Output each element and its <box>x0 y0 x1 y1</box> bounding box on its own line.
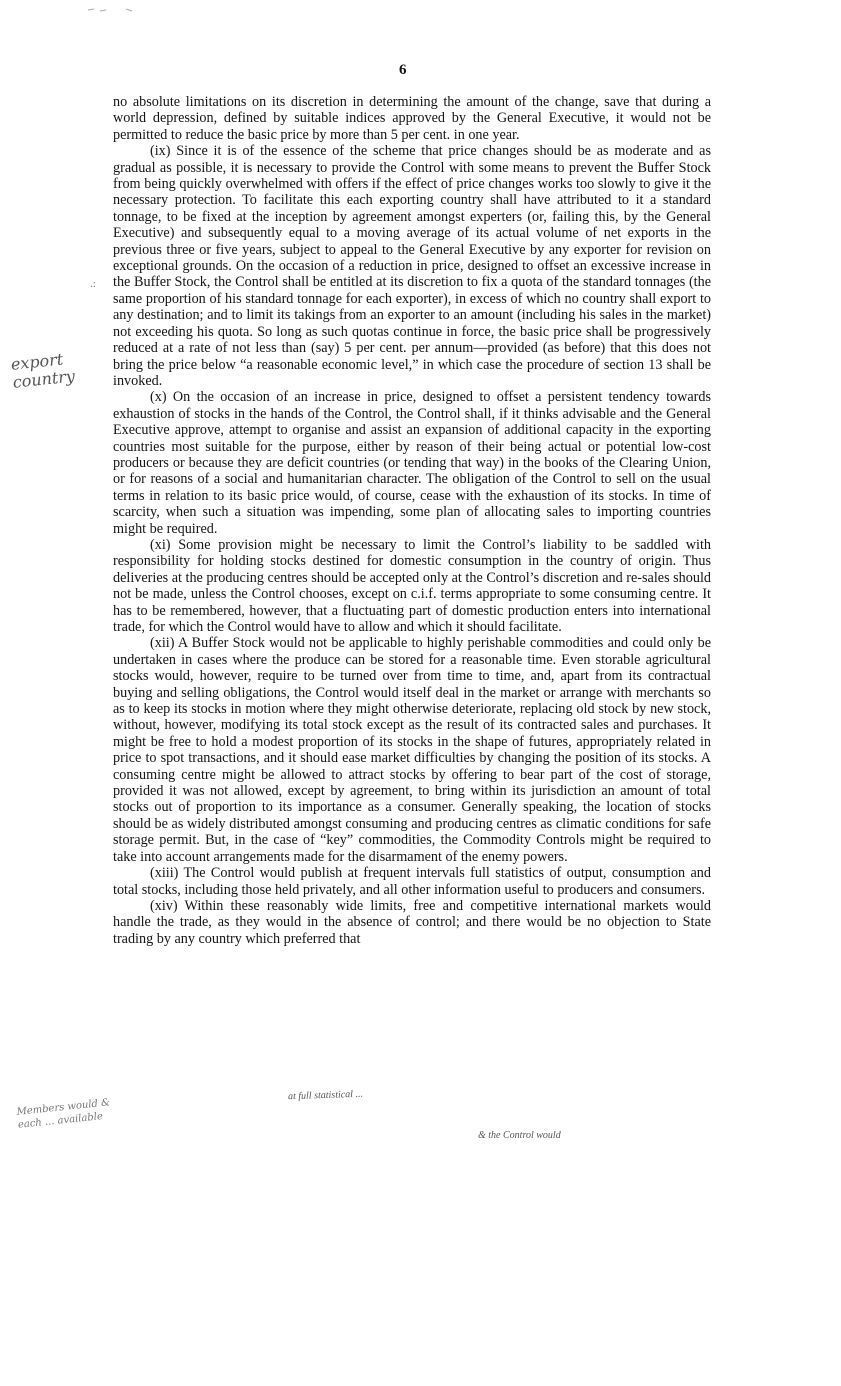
paragraph-xiii: (xiii) The Control would publish at frequent intervals full statistics of output, consumption and total stocks, including those held privately, and all other information useful to producers and consumers. <box>113 865 711 898</box>
scan-smudge <box>86 0 136 6</box>
page-number: 6 <box>399 62 407 78</box>
pencil-mark: .: <box>90 278 96 290</box>
handwritten-margin-note-lower: Members would & each ... available <box>16 1097 111 1131</box>
paragraph-ix: (ix) Since it is of the essence of the scheme that price changes should be as moderate and as gradual as possible, it is necessary to provide the Control with some means to prevent the Buffer Stock from being quickly overwhelmed with offers if the effect of price changes works too slowly to give it the necessary protection. To facilitate this each exporting country shall have attributed to it a standard tonnage, to be fixed at the inception by agreement amongst experters (or, failing this, by the General Executive) and subsequently equal to a moving average of its actual volume of net exports in the previous three or five years, subject to appeal to the General Executive by any exporter for revision on exceptional grounds. On the occasion of a reduction in price, designed to offset an excessive increase in the Buffer Stock, the Control shall be entitled at its discretion to fix a quota of the standard tonnages (the same proportion of his standard tonnage for each exporter), in excess of which no country shall export to any destination; and to limit its takings from an exporter to an amount (including his sales in the market) not exceeding his quota. So long as such quotas continue in force, the basic price shall be progressively reduced at a rate of not less than (say) 5 per cent. per annum—provided (as before) that this does not bring the price below “a reasonable economic level,” in which case the procedure of section 13 shall be invoked. <box>113 143 711 389</box>
paragraph-continuation: no absolute limitations on its discretion in determining the amount of the change, save that during a world depression, defined by suitable indices approved by the General Executive, it would not be permitted to reduce the basic price by more than 5 per cent. in one year. <box>113 94 711 143</box>
handwritten-inline-note: at full statistical ... <box>287 1088 364 1103</box>
paragraph-xi: (xi) Some provision might be necessary to limit the Control’s liability to be saddled with responsibility for holding stocks destined for domestic consumption in the country of origin. Thus deliveries at the producing centres should be accepted only at the Control’s discretion and re-sales should not be made, unless the Control chooses, except on c.i.f. terms appropriate to some consuming centre. It has to be remembered, however, that a fluctuating part of domestic production enters into international trade, for which the Control would have to allow and which it should facilitate. <box>113 536 711 635</box>
handwritten-inline-note-2: & the Control would <box>478 1130 561 1141</box>
paragraph-xiv: (xiv) Within these reasonably wide limits, free and competitive international markets would handle the trade, as they would in the absence of control; and there would be no objection to State trading by any country which preferred that <box>113 897 711 947</box>
handwritten-margin-note: export country <box>9 349 76 392</box>
paragraph-xii: (xii) A Buffer Stock would not be applicable to highly perishable commodities and could only be undertaken in cases where the produce can be stored for a reasonable time. Even storable agricultural stocks would, however, require to be turned over from time to time, and, apart from its contractual buying and selling obligations, the Control would itself deal in the market or arrange with merchants so as to keep its stocks in motion where they might otherwise deteriorate, replacing old stock by new stock, without, however, modifying its total stock except as the result of its contracted sales and purchases. It might be free to hold a modest proportion of its stocks in the shape of futures, appropriately related in price to spot transactions, and it should ease market difficulties by changing the position of its stocks. A consuming centre might be allowed to attract stocks by offering to bear part of the cost of storage, provided it was not allowed, except by agreement, to bring within its jurisdiction an amount of total stocks out of proportion to its importance as a consumer. Generally speaking, the location of stocks should be as widely distributed amongst consuming and producing centres as climatic conditions for safe storage permit. But, in the case of “key” commodities, the Commodity Controls might be required to take into account arrangements made for the disarmament of the enemy powers. <box>113 635 711 865</box>
paragraph-x: (x) On the occasion of an increase in price, designed to offset a persistent tendency towards exhaustion of stocks in the hands of the Control, the Control shall, if it thinks advisable and the General Executive approve, attempt to organise and assist an expansion of additional capacity in the exporting countries most suitable for the purpose, either by reason of their being actual or potential low-cost producers or because they are deficit countries (or tending that way) in the books of the Clearing Union, or for reasons of a social and humanitarian character. The obligation of the Control to sell on the usual terms in relation to its basic price would, of course, cease with the exhaustion of its stocks. In time of scarcity, when such a situation was impending, some plan of allocating sales to importing countries might be required. <box>113 389 711 537</box>
document-body <box>113 94 711 947</box>
